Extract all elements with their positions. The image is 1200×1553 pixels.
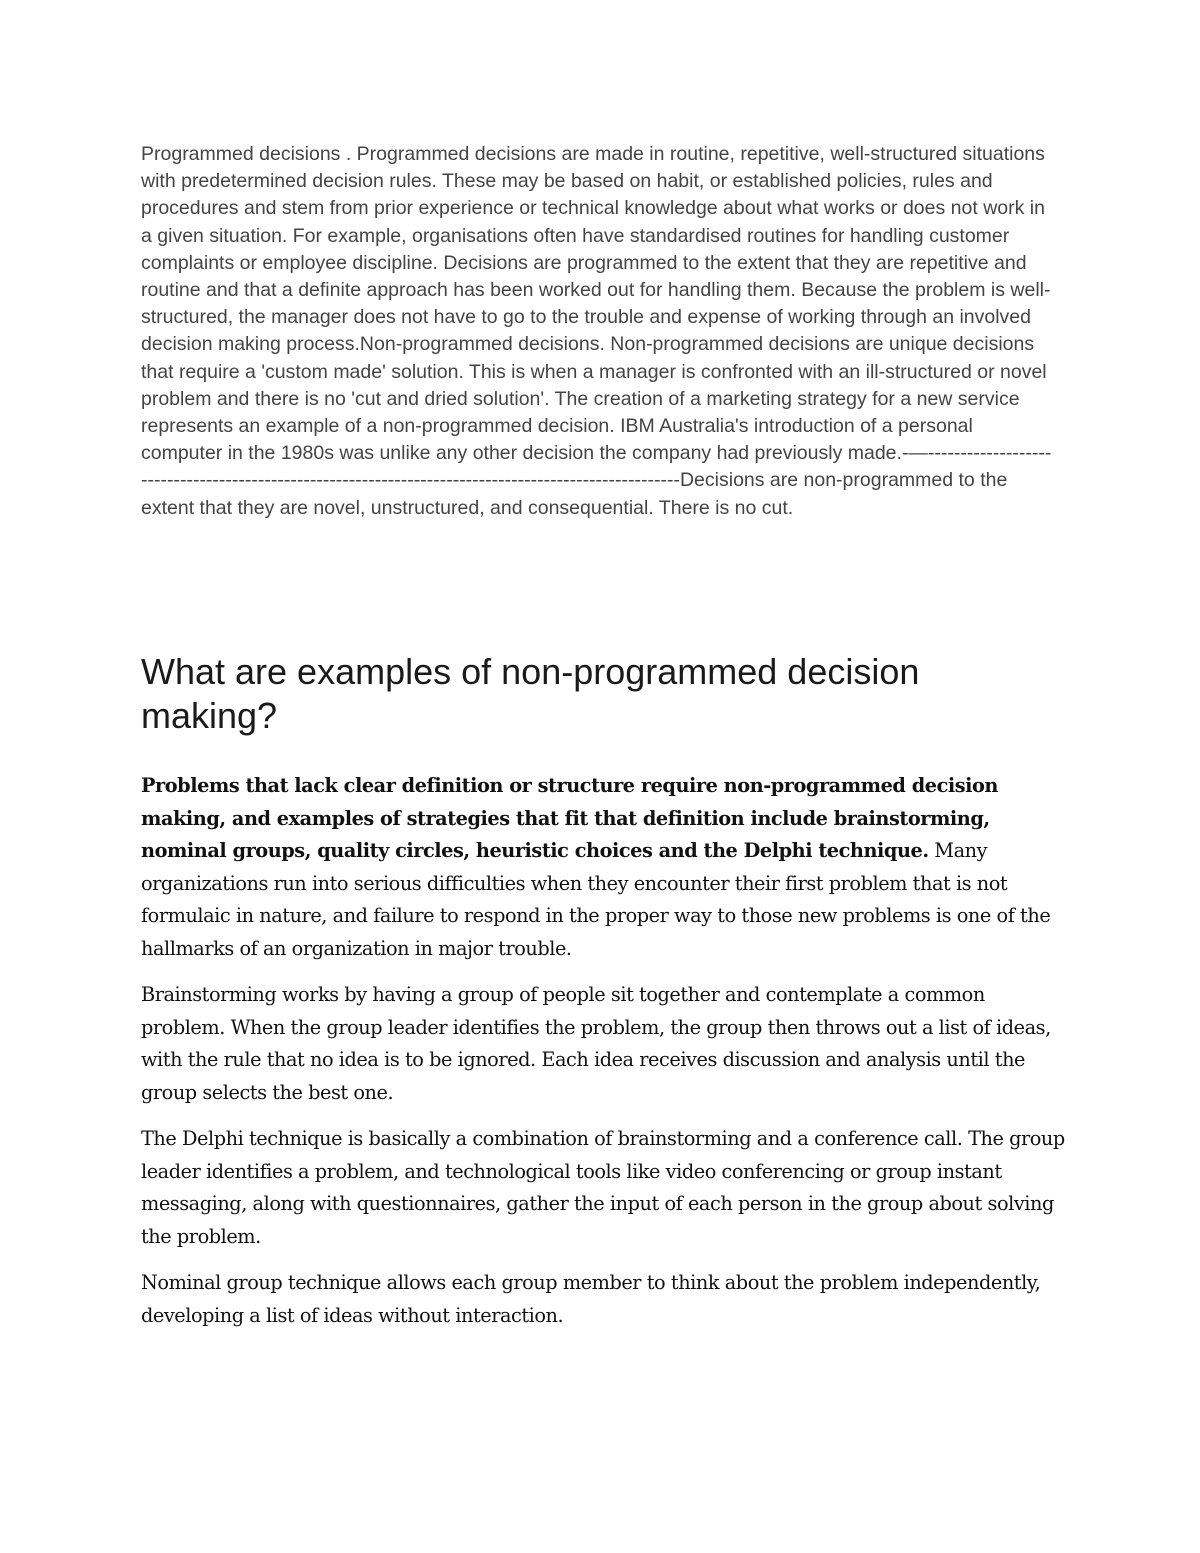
answer-rest-text: Many organizations run into serious difficulties when they encounter their first problem that is not formulaic in nature, and failure to respond in the proper way to those new problems is one of the hallmarks of an organization in major trouble. (141, 839, 1051, 960)
brainstorming-paragraph: Brainstorming works by having a group of people sit together and contemplate a common problem. When the group leader identifies the problem, the group then throws out a list of ideas, with the rule that no idea is to be ignored. Each idea receives discussion and analysis until the group selects the best one. (141, 983, 1051, 1104)
answer-paragraph (141, 770, 1066, 965)
delphi-paragraph: The Delphi technique is basically a combination of brainstorming and a conference call. The group leader identifies a problem, and technological tools like video conferencing or group instant messaging, along with questionnaires, gather the input of each person in the group about solving the problem. (141, 1127, 1065, 1248)
intro-paragraph: Programmed decisions . Programmed decisions are made in routine, repetitive, well-structured situations with predetermined decision rules. These may be based on habit, or established policies, rules and procedures and stem from prior experience or technical knowledge about what works or does not work in a given situation. For example, organisations often have standardised routines for handling customer complaints or employee discipline. Decisions are programmed to the extent that they are repetitive and routine and that a definite approach has been worked out for handling them. Because the problem is well-structured, the manager does not have to go to the trouble and expense of working through an involved decision making process.Non-programmed decisions. Non-programmed decisions are unique decisions that require a 'custom made' solution. This is when a manager is confronted with an ill-structured or novel problem and there is no 'cut and dried solution'. The creation of a marketing strategy for a new service represents an example of a non-programmed decision. IBM Australia's introduction of a personal computer in the 1980s was unlike any other decision the company had previously made.-—------------------------------------------------------------------------------------------------------Decisions are non-programmed to the extent that they are novel, unstructured, and consequential. There is no cut. (141, 143, 1052, 519)
nominal-group-paragraph: Nominal group technique allows each group member to think about the problem independently, developing a list of ideas without interaction. (141, 1271, 1041, 1327)
answer-section (141, 770, 1066, 1346)
section-heading: What are examples of non-programmed decision making? (141, 651, 920, 736)
answer-bold-text: Problems that lack clear definition or structure require non-programmed decision making, and examples of strategies that fit that definition include brainstorming, nominal groups, quality circles, heuristic choices and the Delphi technique. (141, 774, 998, 862)
